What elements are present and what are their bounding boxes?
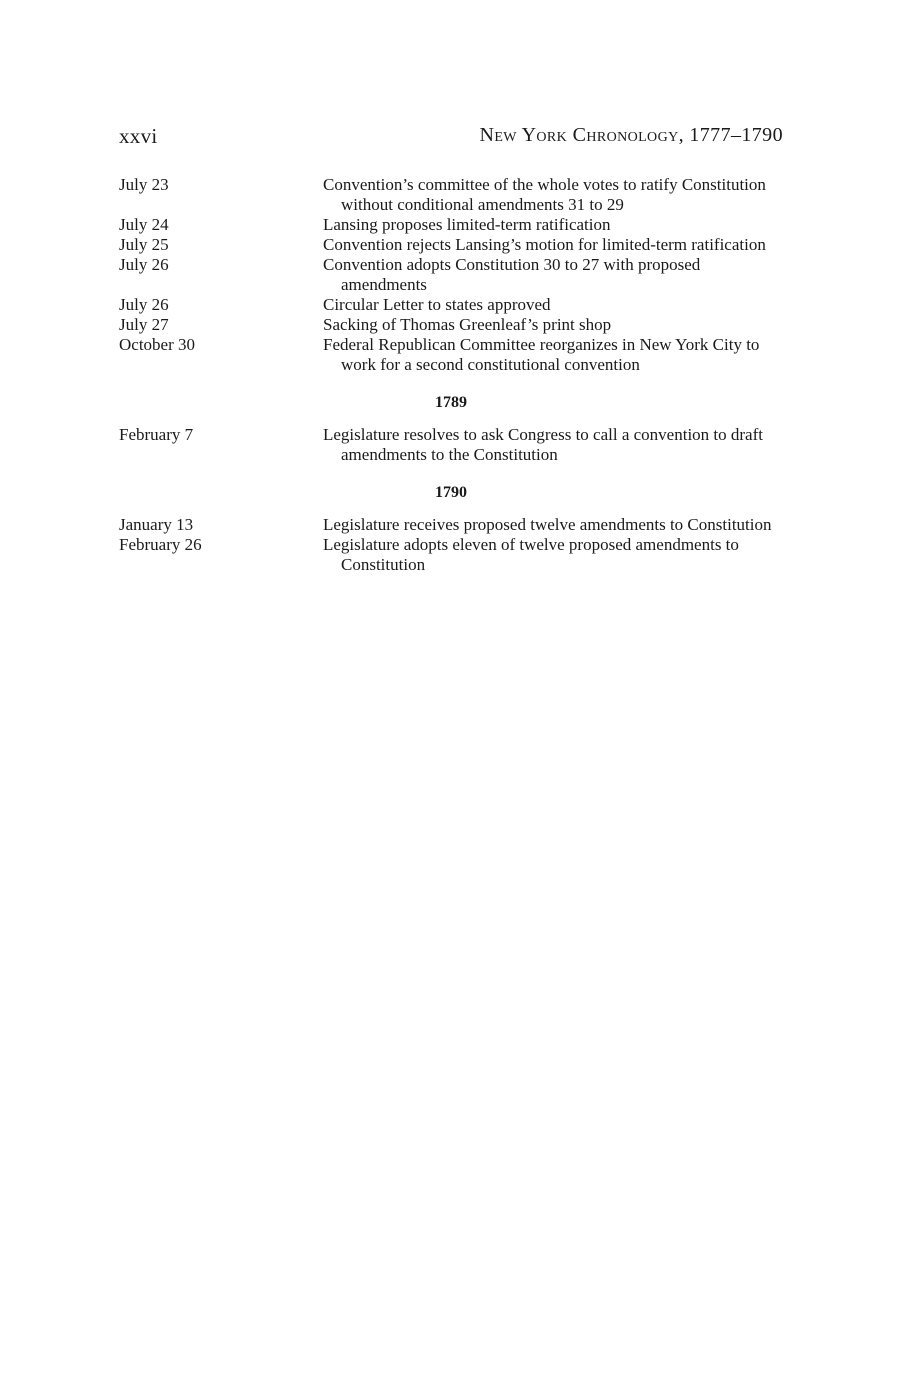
entry-date: July 23 — [119, 175, 169, 194]
entry-date: January 13 — [119, 515, 194, 534]
entry-event: Convention rejects Lansing’s motion for limited-term ratification — [323, 235, 766, 254]
entry-event: Legislature resolves to ask Congress to call a convention to draft amendments to the Constitution — [323, 425, 763, 464]
running-head — [119, 124, 783, 152]
chronology-entry — [119, 515, 783, 535]
chronology-entry — [119, 215, 783, 235]
entry-event: Lansing proposes limited-term ratification — [323, 215, 611, 234]
year-section — [119, 391, 783, 465]
year-section — [119, 175, 783, 375]
entry-event: Legislature adopts eleven of twelve proposed amendments to Constitution — [323, 535, 739, 574]
chronology-entry — [119, 315, 783, 335]
entry-date: July 27 — [119, 315, 169, 334]
entry-event: Convention’s committee of the whole votes to ratify Constitution without conditional amendments 31 to 29 — [323, 175, 766, 214]
entry-date: July 24 — [119, 215, 169, 234]
chronology-entry — [119, 255, 783, 295]
entry-event: Circular Letter to states approved — [323, 295, 551, 314]
year-heading: 1789 — [435, 394, 467, 411]
year-section — [119, 481, 783, 575]
running-head-title: New York Chronology, 1777–1790 — [479, 124, 783, 146]
chronology-entry — [119, 425, 783, 465]
chronology-entry — [119, 335, 783, 375]
entry-date: February 26 — [119, 535, 202, 554]
entry-date: July 26 — [119, 255, 169, 274]
entry-event: Convention adopts Constitution 30 to 27 with proposed amendments — [323, 255, 701, 294]
entry-date: July 26 — [119, 295, 169, 314]
entry-date: February 7 — [119, 425, 194, 444]
entry-event: Federal Republican Committee reorganizes in New York City to work for a second constitutional convention — [323, 335, 760, 374]
page-number: xxvi — [119, 124, 158, 148]
chronology-entry — [119, 175, 783, 215]
entry-event: Legislature receives proposed twelve amendments to Constitution — [323, 515, 772, 534]
entry-date: July 25 — [119, 235, 169, 254]
year-heading: 1790 — [435, 484, 467, 501]
chronology-entry — [119, 535, 783, 575]
entry-date: October 30 — [119, 335, 196, 354]
entry-event: Sacking of Thomas Greenleaf’s print shop — [323, 315, 612, 334]
chronology-entry — [119, 295, 783, 315]
chronology-entry — [119, 235, 783, 255]
chronology-list — [119, 175, 783, 575]
